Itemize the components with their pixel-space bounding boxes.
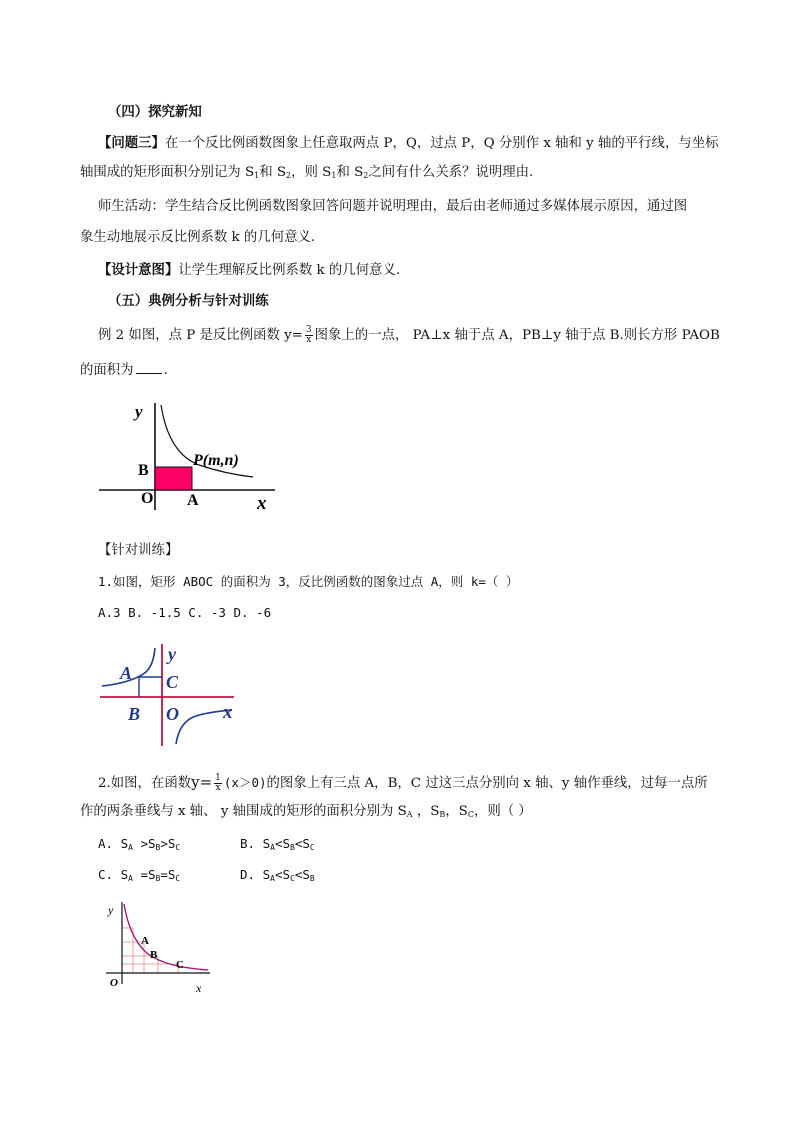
- text-fragment: 轴围成的矩形面积分别记为 S: [80, 165, 255, 180]
- design-intent: [98, 261, 400, 280]
- problem2-line2: [80, 803, 532, 824]
- figure-example2: [95, 395, 285, 520]
- fraction-1-over-x: [214, 774, 222, 793]
- subscript: B: [309, 874, 315, 883]
- x-axis-label: x: [257, 493, 267, 514]
- point-b-label: B: [138, 462, 149, 479]
- text-fragment: D. S: [240, 867, 271, 882]
- text-fragment: .: [163, 363, 168, 378]
- training-heading: 【针对训练】: [98, 543, 179, 558]
- subscript: A: [270, 843, 275, 852]
- text-fragment: <S: [294, 867, 310, 882]
- example2-line2: [80, 361, 168, 380]
- point-a-label: A: [187, 492, 199, 509]
- problem1-text: 1.如图，矩形 ABOC 的面积为 3，反比例函数的图象过点 A，则 k=（ ）: [98, 574, 519, 589]
- figure-problem1: [96, 640, 246, 750]
- y-axis-label: y: [108, 903, 114, 917]
- text-fragment: =S: [132, 867, 156, 882]
- point-a-label: A: [141, 935, 149, 947]
- example2-line1: [98, 326, 720, 345]
- text-fragment: ，S: [412, 804, 440, 819]
- subscript: B: [155, 843, 161, 852]
- text-fragment: ，则（ ）: [473, 804, 532, 819]
- design-intent-label: 【设计意图】: [98, 262, 179, 278]
- subscript: C: [290, 874, 295, 883]
- origin-label: O: [166, 704, 179, 724]
- subscript: A: [406, 810, 413, 819]
- fraction-denominator: x: [306, 335, 312, 345]
- text-fragment: 的图象上有三点 A，B，C 过这三点分别向 x 轴、y 轴作垂线，过每一点所: [266, 776, 708, 791]
- subscript: C: [309, 843, 315, 852]
- point-c-label: C: [176, 959, 184, 971]
- text-fragment: <S: [294, 836, 310, 851]
- text-fragment: y=: [191, 773, 213, 791]
- origin-label: O: [141, 490, 154, 507]
- text-fragment: 作的两条垂线与 x 轴、 y 轴围成的矩形的面积分别为 S: [80, 804, 407, 819]
- section-heading-explore: （四）探究新知: [108, 104, 202, 120]
- problem2-option-c: [98, 866, 180, 888]
- text-fragment: 之间有什么关系？说明理由.: [368, 165, 534, 180]
- section-heading-examples: （五）典例分析与针对训练: [108, 293, 269, 309]
- problem2-option-b: [240, 835, 315, 857]
- fraction-denominator: x: [215, 783, 221, 793]
- text-fragment: ，则 S: [291, 165, 332, 180]
- point-b-label: B: [128, 704, 141, 724]
- subscript: B: [155, 874, 161, 883]
- question-three-line2: [80, 164, 533, 185]
- point-c-label: C: [166, 672, 179, 692]
- text-fragment: C. S: [98, 867, 129, 882]
- rectangle-paob: [155, 467, 192, 490]
- y-axis-label: y: [168, 644, 176, 664]
- activity-line1: 师生活动：学生结合反比例函数图象回答问题并说明理由，最后由老师通过多媒体展示原因，通过图: [98, 199, 688, 214]
- subscript: A: [128, 843, 133, 852]
- point-b-label: B: [150, 949, 158, 961]
- activity-line2: 象生动地展示反比例系数 k 的几何意义.: [80, 230, 316, 245]
- text-fragment: 和 S: [259, 165, 287, 180]
- text-fragment: 2.如图，在函数: [98, 776, 192, 791]
- answer-blank: [136, 361, 162, 374]
- text-fragment: 的面积为: [80, 363, 134, 378]
- text-fragment: A. S: [98, 836, 129, 851]
- point-p-label: P(m,n): [193, 452, 239, 469]
- text-fragment: 图象上的一点， PA⊥x 轴于点 A，PB⊥y 轴于点 B.则长方形 PAOB: [314, 328, 720, 343]
- problem1-options: A.3 B. -1.5 C. -3 D. -6: [98, 605, 272, 620]
- text-fragment: <S: [274, 867, 290, 882]
- subscript: 1: [254, 171, 260, 180]
- question-three-text: 在一个反比例函数图象上任意取两点 P，Q，过点 P，Q 分别作 x 轴和 y 轴的平行线，与坐标: [164, 136, 719, 151]
- text-fragment: >S: [132, 836, 156, 851]
- x-axis-label: x: [223, 702, 233, 723]
- hyperbola-curve: [124, 904, 208, 970]
- problem2-option-a: [98, 835, 180, 857]
- text-fragment: 和 S: [336, 165, 364, 180]
- fraction-numerator: 1: [215, 773, 221, 783]
- text-fragment: <S: [274, 836, 290, 851]
- subscript: 1: [331, 171, 337, 180]
- subscript: A: [270, 874, 275, 883]
- text-fragment: ，S: [445, 804, 468, 819]
- text-fragment: >S: [160, 836, 176, 851]
- point-a-label: A: [120, 663, 133, 683]
- problem2-line1: [98, 773, 708, 793]
- y-axis-label: y: [135, 402, 143, 421]
- question-three-label: 【问题三】: [98, 135, 165, 151]
- design-intent-text: 让学生理解反比例系数 k 的几何意义.: [178, 263, 401, 278]
- fraction-numerator: 3: [305, 325, 312, 335]
- subscript: A: [128, 874, 133, 883]
- subscript: C: [175, 874, 181, 883]
- figure-problem2: [100, 898, 220, 998]
- x-axis-label: x: [196, 981, 202, 995]
- fraction-3-over-x: [305, 326, 313, 345]
- text-fragment: B. S: [240, 836, 271, 851]
- text-fragment: (x＞0): [223, 775, 267, 790]
- problem2-option-d: [240, 866, 315, 888]
- question-three-line1: [98, 134, 719, 153]
- text-fragment: =S: [160, 867, 176, 882]
- origin-label: O: [110, 977, 118, 989]
- text-fragment: 例 2 如图，点 P 是反比例函数 y=: [98, 328, 303, 343]
- subscript: 2: [286, 171, 292, 180]
- subscript: 2: [363, 171, 369, 180]
- subscript: C: [467, 810, 474, 819]
- subscript: B: [439, 810, 446, 819]
- subscript: C: [175, 843, 181, 852]
- subscript: B: [290, 843, 295, 852]
